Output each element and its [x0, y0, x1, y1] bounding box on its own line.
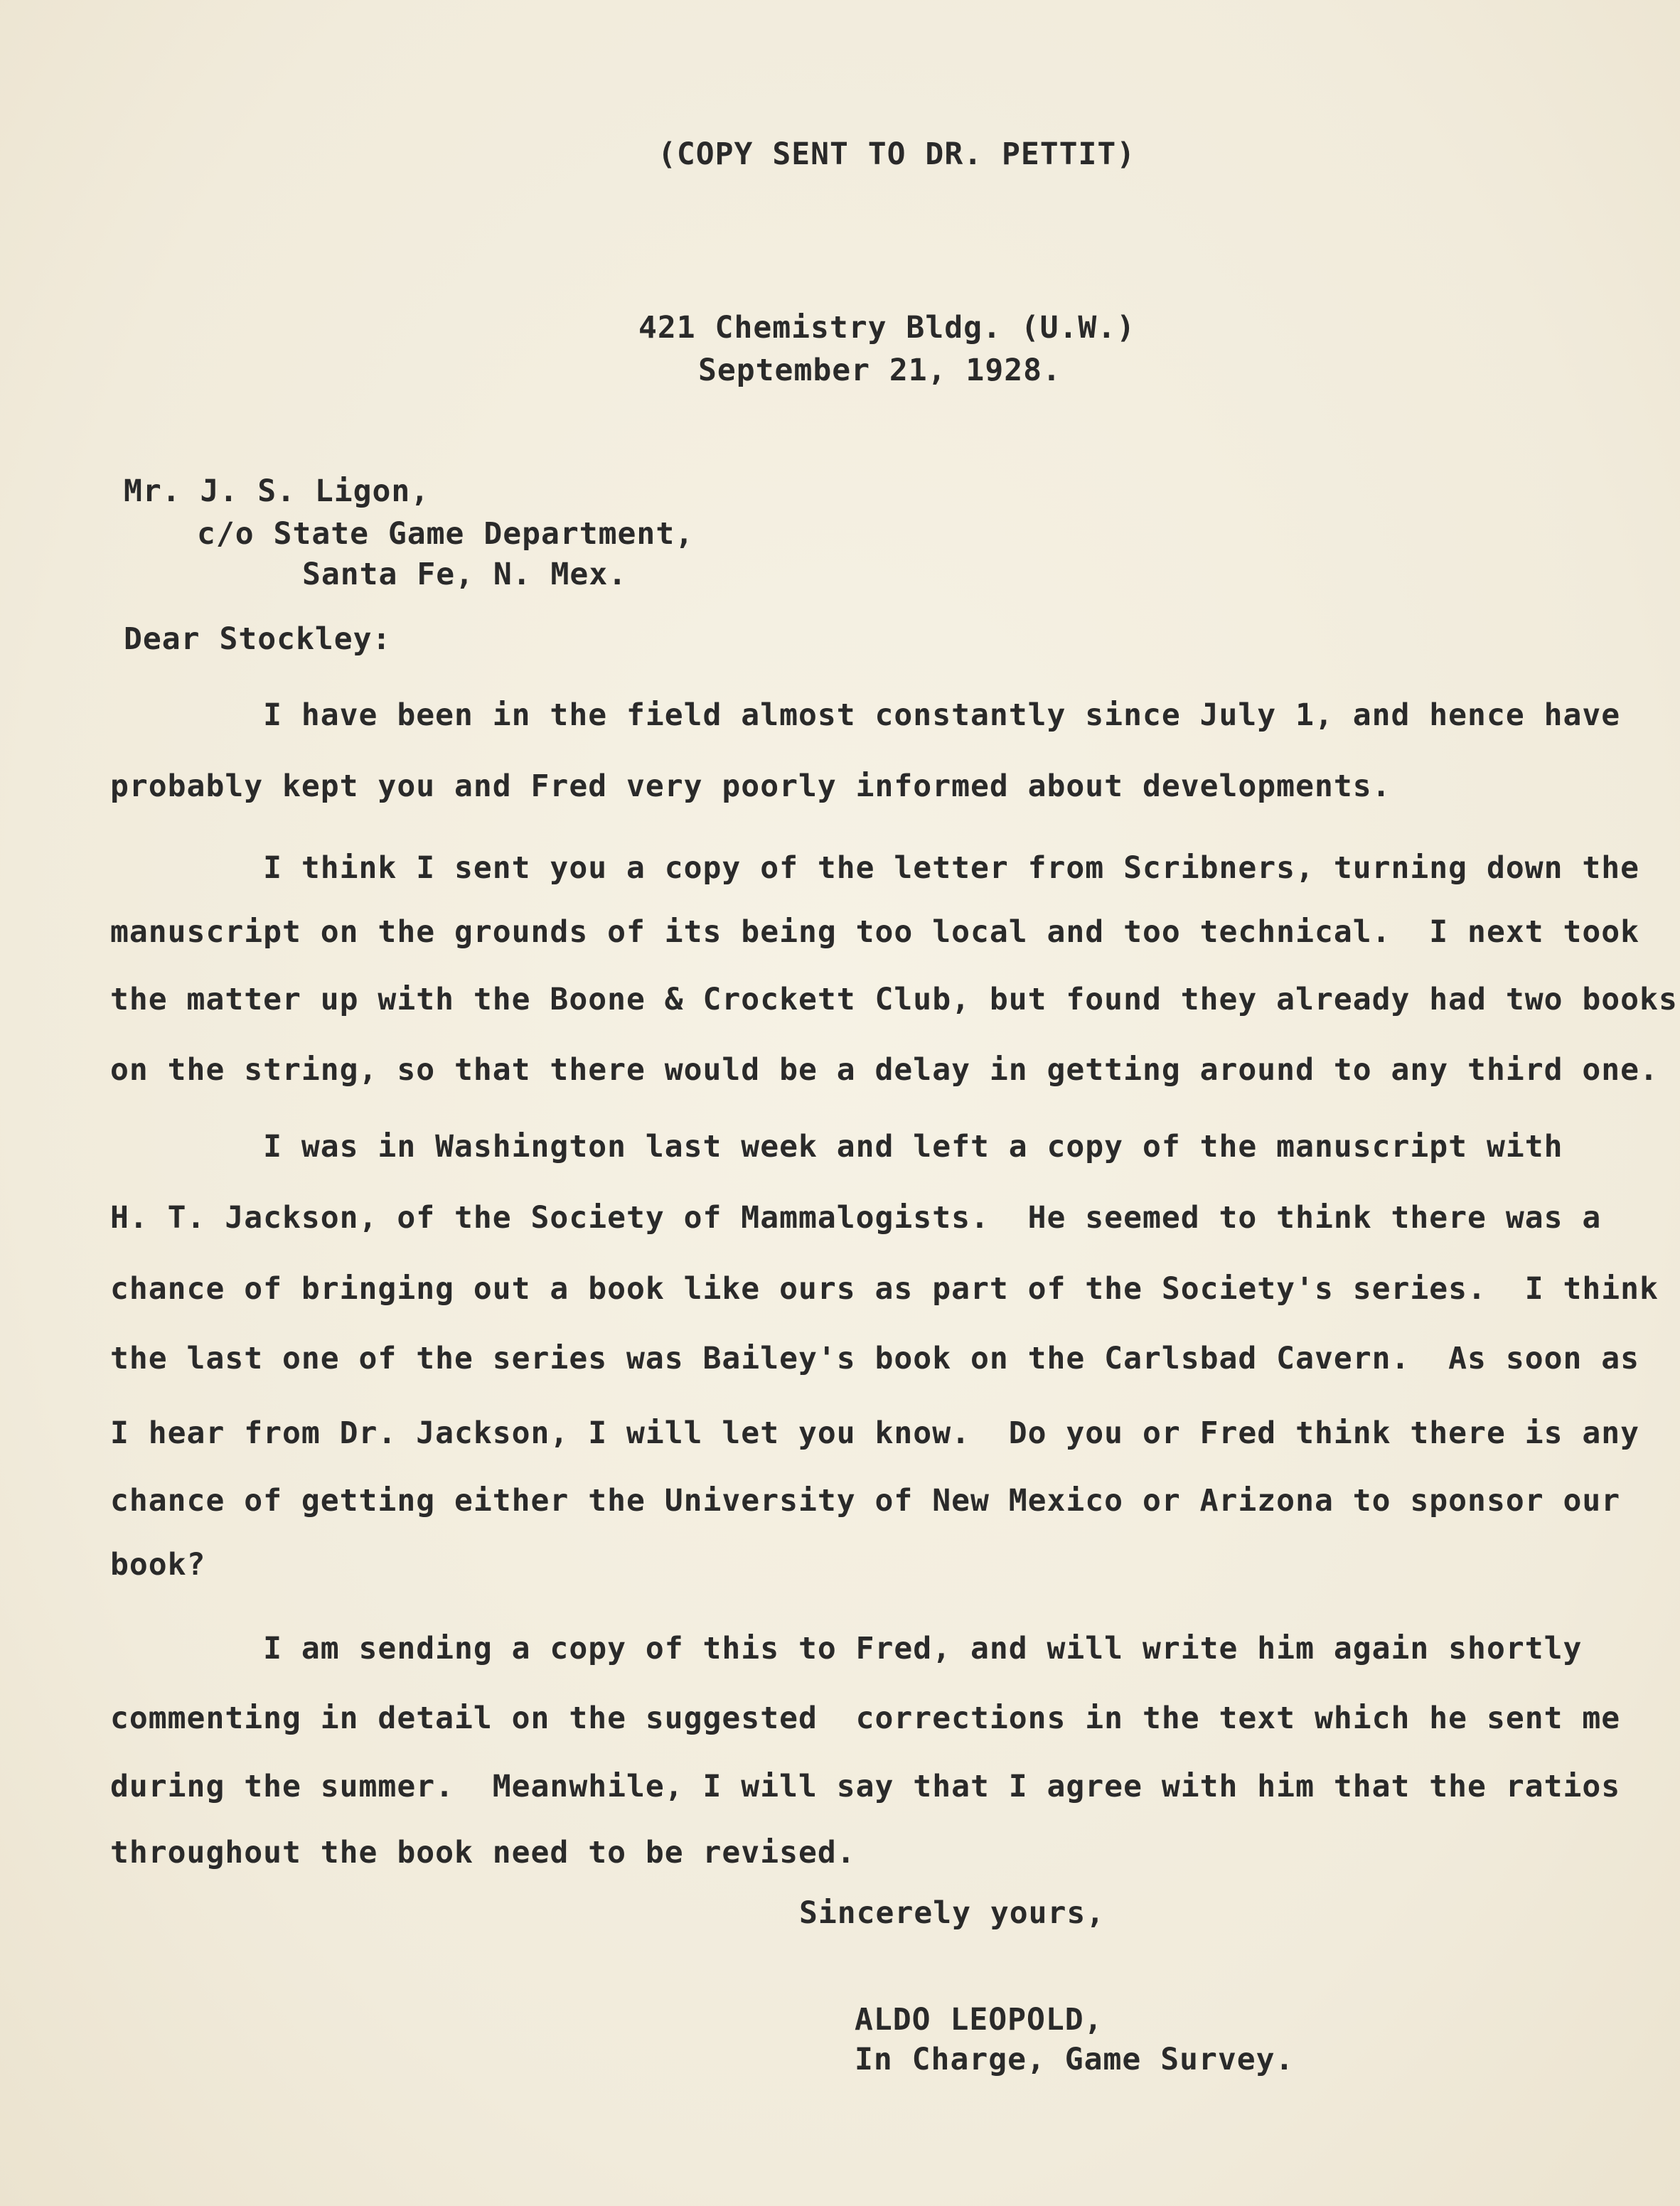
body-line: the last one of the series was Bailey's book on the Carlsbad Cavern. As soon as [110, 1341, 1640, 1376]
body-line: the matter up with the Boone & Crockett Club, but found they already had two books [110, 982, 1678, 1017]
body-line: chance of getting either the University of New Mexico or Arizona to sponsor our [110, 1483, 1621, 1519]
recipient-address-line: Santa Fe, N. Mex. [302, 557, 628, 592]
sender-address: 421 Chemistry Bldg. (U.W.) [638, 310, 1136, 346]
body-line: throughout the book need to be revised. [110, 1835, 856, 1870]
body-line: H. T. Jackson, of the Society of Mammalogists. He seemed to think there was a [110, 1200, 1602, 1236]
copy-note: (COPY SENT TO DR. PETTIT) [658, 136, 1136, 172]
body-line: probably kept you and Fred very poorly informed about developments. [110, 769, 1391, 804]
signature-title: In Charge, Game Survey. [855, 2042, 1295, 2077]
body-line: during the summer. Meanwhile, I will say that I agree with him that the ratios [110, 1769, 1621, 1804]
signature-name: ALDO LEOPOLD, [855, 2002, 1103, 2038]
body-line: I have been in the field almost constantly since July 1, and hence have [110, 697, 1621, 733]
letter-date: September 21, 1928. [698, 353, 1061, 388]
body-line: book? [110, 1547, 206, 1583]
body-line: I was in Washington last week and left a copy of the manuscript with [110, 1129, 1563, 1164]
salutation: Dear Stockley: [124, 621, 392, 657]
body-line: commenting in detail on the suggested corrections in the text which he sent me [110, 1701, 1621, 1736]
body-line: chance of bringing out a book like ours as part of the Society's series. I think [110, 1271, 1659, 1307]
body-line: I am sending a copy of this to Fred, and will write him again shortly [110, 1631, 1583, 1666]
body-line: I think I sent you a copy of the letter from Scribners, turning down the [110, 850, 1640, 886]
closing: Sincerely yours, [799, 1895, 1106, 1931]
recipient-name: Mr. J. S. Ligon, [124, 473, 430, 509]
body-line: manuscript on the grounds of its being too local and too technical. I next took [110, 914, 1640, 950]
recipient-address-line: c/o State Game Department, [197, 516, 695, 552]
body-line: I hear from Dr. Jackson, I will let you know. Do you or Fred think there is any [110, 1415, 1640, 1451]
body-line: on the string, so that there would be a delay in getting around to any third one. [110, 1052, 1659, 1088]
